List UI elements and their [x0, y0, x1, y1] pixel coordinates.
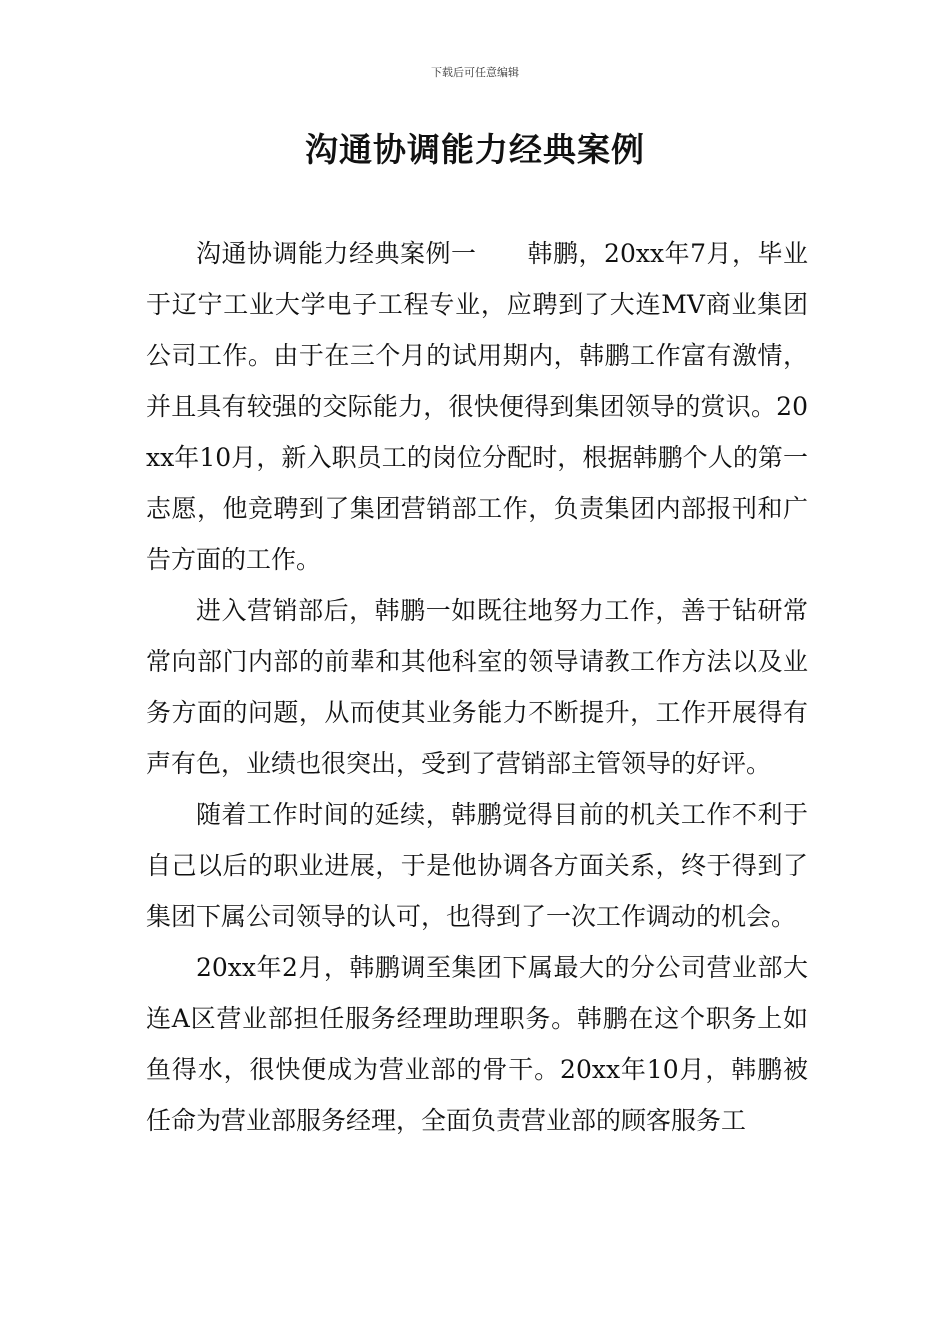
document-body: [146, 228, 808, 1146]
document-title: 沟通协调能力经典案例: [305, 130, 645, 169]
paragraph-1: 沟通协调能力经典案例一 韩鹏，20xx年7月，毕业于辽宁工业大学电子工程专业，应聘到了大连MV商业集团公司工作。由于在三个月的试用期内，韩鹏工作富有激情，并且具有较强的交际能力，很快便得到集团领导的赏识。20xx年10月，新入职员工的岗位分配时，根据韩鹏个人的第一志愿，他竞聘到了集团营销部工作，负责集团内部报刊和广告方面的工作。: [146, 239, 808, 574]
header-note: 下载后可任意编辑: [431, 66, 519, 79]
paragraph-2: 进入营销部后，韩鹏一如既往地努力工作，善于钻研常常向部门内部的前辈和其他科室的领导请教工作方法以及业务方面的问题，从而使其业务能力不断提升，工作开展得有声有色，业绩也很突出，受到了营销部主管领导的好评。: [146, 596, 808, 778]
paragraph-4: 20xx年2月，韩鹏调至集团下属最大的分公司营业部大连A区营业部担任服务经理助理职务。韩鹏在这个职务上如鱼得水，很快便成为营业部的骨干。20xx年10月，韩鹏被任命为营业部服务经理，全面负责营业部的顾客服务工: [146, 953, 808, 1135]
paragraph-3: 随着工作时间的延续，韩鹏觉得目前的机关工作不利于自己以后的职业进展，于是他协调各方面关系，终于得到了集团下属公司领导的认可，也得到了一次工作调动的机会。: [146, 800, 808, 931]
